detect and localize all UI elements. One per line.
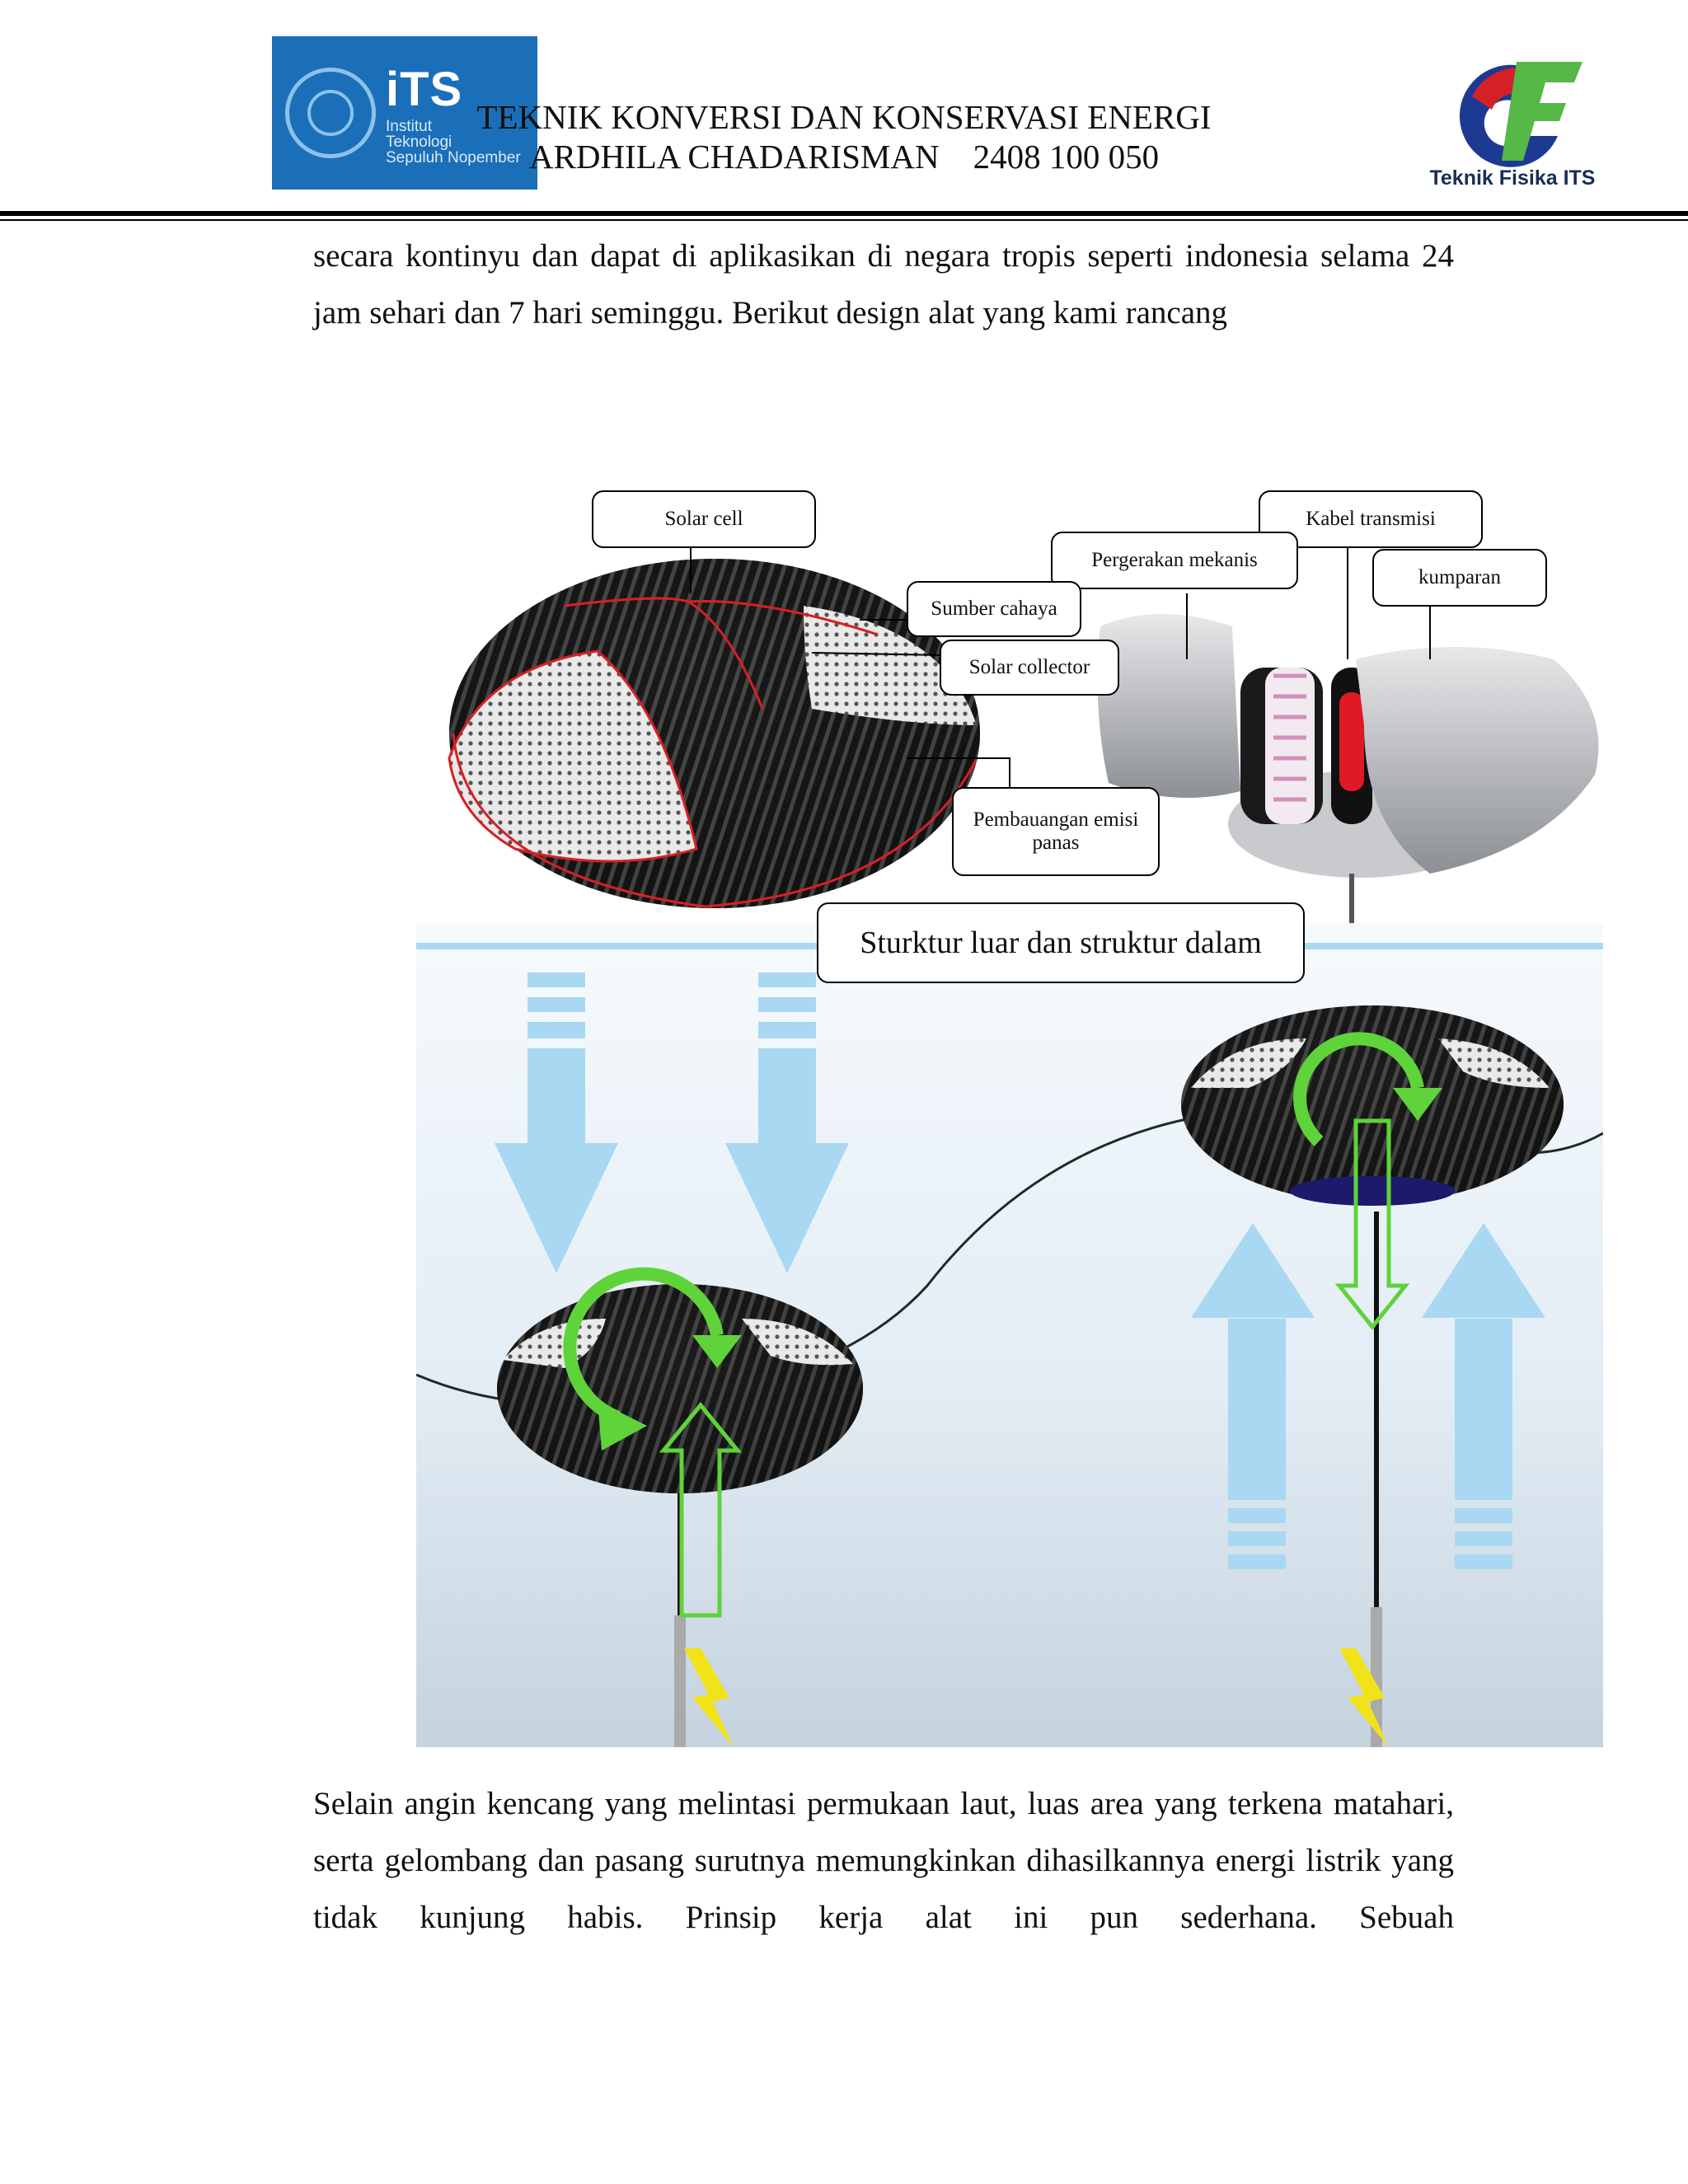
figure-caption: Sturktur luar dan struktur dalam	[817, 902, 1305, 983]
label-solar-cell: Solar cell	[592, 490, 816, 548]
label-kabel-transmisi: Kabel transmisi	[1259, 490, 1483, 548]
header-rule-thick	[0, 211, 1688, 216]
body-paragraph: Selain angin kencang yang melintasi permukaan laut, luas area yang terkena matahari, serta gelombang dan pasang surutnya memungkinkan dihasilkannya energi listrik yang tidak kunjung habis. Prinsip kerja alat ini pun sederhana. Sebuah	[313, 1786, 1454, 1935]
its-logo-subtitle: Institut Teknologi Sepuluh Nopember	[386, 118, 521, 166]
header-title-line1: TEKNIK KONVERSI DAN KONSERVASI ENERGI	[476, 98, 1212, 136]
inner-mechanism	[1098, 614, 1599, 948]
teknik-fisika-caption: Teknik Fisika ITS	[1429, 166, 1596, 190]
label-pembauangan-emisi-panas: Pembauangan emisi panas	[952, 787, 1160, 876]
header-title-line2: ARDHILA CHADARISMAN 2408 100 050	[528, 138, 1160, 176]
outer-pod	[449, 559, 980, 908]
label-solar-collector: Solar collector	[940, 640, 1119, 696]
label-kumparan: kumparan	[1372, 549, 1547, 607]
device-figure	[416, 462, 1603, 1747]
header-rule-thin	[0, 219, 1688, 221]
its-logo-wordmark: iTS	[386, 63, 463, 116]
label-sumber-cahaya: Sumber cahaya	[907, 581, 1081, 637]
intro-paragraph: secara kontinyu dan dapat di aplikasikan di negara tropis seperti indonesia selama 24 jam sehari dan 7 hari seminggu. Berikut design alat yang kami rancang	[313, 238, 1454, 330]
label-pergerakan-mekanis: Pergerakan mekanis	[1051, 532, 1298, 589]
wave-diagram	[416, 923, 1603, 1747]
